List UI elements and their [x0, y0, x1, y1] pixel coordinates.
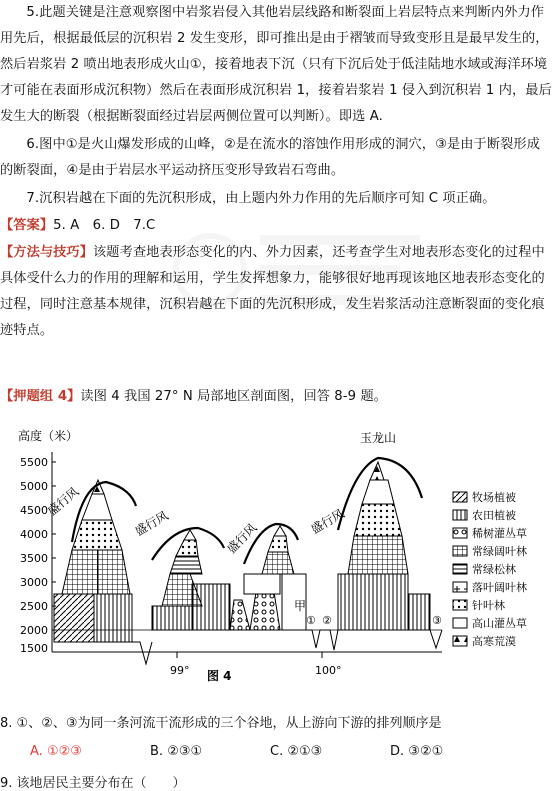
option-value: ①②③ — [46, 744, 82, 759]
y-axis-label: 高度（米） — [18, 429, 79, 443]
legend-item: 高寒荒漠 — [472, 635, 516, 648]
option-b[interactable] — [150, 744, 270, 759]
wind-label: 盛行风 — [44, 484, 82, 519]
legend-item: 落叶阔叶林 — [472, 581, 527, 594]
option-label: B. — [150, 744, 164, 759]
label-jia: 甲 — [294, 599, 307, 613]
group-tag: 【押题组 4】 — [0, 389, 81, 404]
method-tag: 【方法与技巧】 — [0, 245, 94, 260]
option-d[interactable] — [390, 744, 510, 759]
wind-label: 盛行风 — [132, 508, 171, 539]
question-8-options — [30, 744, 550, 759]
option-value: ③②① — [408, 744, 444, 759]
group-heading — [0, 384, 553, 410]
solution-para-6: 6.图中①是火山爆发形成的山峰，②是在流水的溶蚀作用形成的洞穴，③是由于断裂形成的断裂面，④是由于岩层水平运动挤压变形导致岩石弯曲。 — [0, 137, 540, 178]
legend-item: 农田植被 — [472, 509, 516, 522]
y-tick-label: 5500 — [20, 456, 48, 469]
mountain-yulong — [338, 430, 430, 630]
figure-caption: 图 4 — [207, 669, 232, 683]
wind-label: 盛行风 — [224, 520, 260, 557]
valley-label-2: ② — [322, 614, 332, 627]
y-tick-label: 3500 — [20, 552, 48, 565]
valley-label-1: ① — [306, 614, 316, 627]
profile-figure — [12, 424, 552, 694]
option-label: D. — [390, 744, 405, 759]
legend-item: 稀树灌丛草 — [472, 527, 527, 540]
option-label: A. — [30, 744, 43, 759]
profile-diagram — [12, 424, 552, 694]
question-9: 9. 该地居民主要分布在（ ） — [0, 776, 186, 791]
answer-tag: 【答案】 — [0, 218, 54, 233]
option-c[interactable] — [270, 744, 390, 759]
x-tick-label: 100° — [315, 664, 342, 677]
y-tick-label: 5000 — [20, 480, 48, 493]
y-tick-label: 4000 — [20, 528, 48, 541]
option-label: C. — [270, 744, 284, 759]
x-tick-label: 99° — [170, 664, 190, 677]
option-value: ②①③ — [287, 744, 323, 759]
y-tick-label: 2000 — [20, 624, 48, 637]
question-8: 8. ①、②、③为同一条河流干流形成的三个谷地，从上游向下游的排列顺序是 — [0, 716, 442, 731]
method-text: 该题考查地表形态变化的内、外力因素，还考查学生对地表形态变化的过程中具体受什么力的作用的理解和运用，学生发挥想象力，能够很好地再现该地区地表形态变化的过程，同时注意基本规律，沉积岩越在下面的先沉积形成，发生岩浆活动注意断裂面的变化痕迹特点。 — [0, 245, 545, 338]
answer-text: 5. A 6. D 7.C — [53, 218, 156, 233]
option-value: ②③① — [167, 744, 203, 759]
solution-para-5: 5.此题关键是注意观察图中岩浆岩侵入其他岩层线路和断裂面上岩层特点来判断内外力作用先后，根据最低层的沉积岩 2 发生变形，即可推出是由于褶皱而导致变形且是最早发生的，然后岩浆岩 2 喷出地表形成火山①，接着地表下沉（只有下沉后处于低洼陆地水域或海洋环境才可能在表面形成沉积物）然后在表面形成沉积岩 1，接着岩浆岩 1 侵入到沉积岩 1 内，最后发生大的断裂（根据断裂面经过岩层两侧位置可以判断）。即选 A. — [0, 5, 552, 124]
solution-para-7: 7.沉积岩越在下面的先沉积形成，由上题内外力作用的先后顺序可知 C 项正确。 — [26, 191, 496, 206]
y-tick-label: 3000 — [20, 576, 48, 589]
answer-line — [0, 213, 553, 239]
legend-item: 常绿阔叶林 — [472, 545, 527, 558]
group-text: 读图 4 我国 27° N 局部地区剖面图，回答 8-9 题。 — [80, 389, 388, 404]
legend — [453, 490, 527, 648]
legend-item: 针叶林 — [472, 599, 505, 612]
y-tick-label: 4500 — [20, 504, 48, 517]
wind-label: 盛行风 — [308, 506, 347, 537]
y-tick-label: 2500 — [20, 600, 48, 613]
valley-label-3: ③ — [432, 614, 442, 627]
y-tick-label: 1500 — [20, 642, 48, 655]
method-para — [0, 240, 553, 344]
legend-item: 牧场植被 — [472, 491, 516, 504]
option-a[interactable] — [30, 744, 150, 759]
legend-item: 高山灌丛草 — [472, 617, 527, 630]
legend-item: 常绿松林 — [472, 563, 516, 576]
peak-label: 玉龙山 — [360, 431, 397, 445]
